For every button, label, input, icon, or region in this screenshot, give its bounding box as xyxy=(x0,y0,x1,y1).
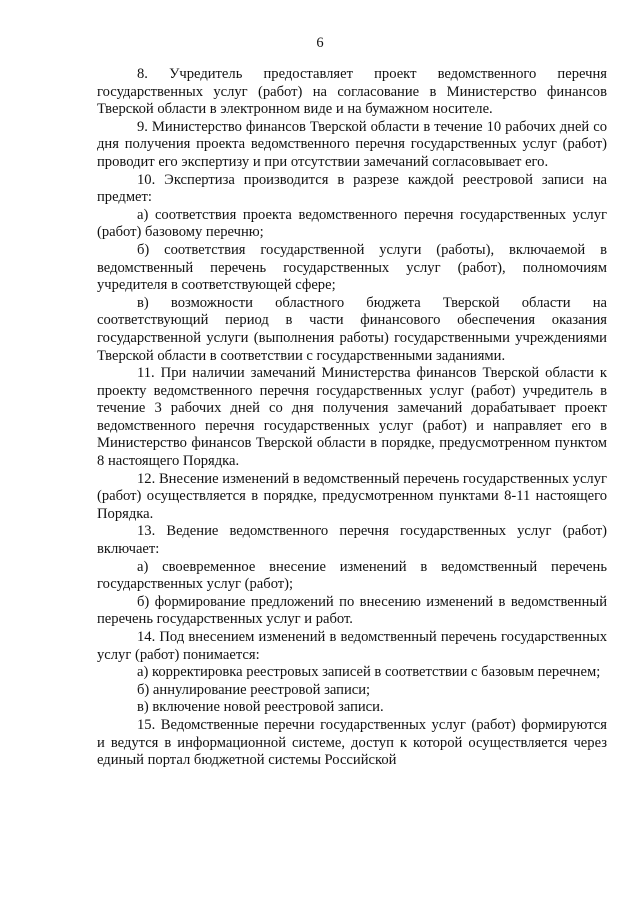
paragraph-10: 10. Экспертиза производится в разрезе каждой реестровой записи на предмет: xyxy=(97,171,607,206)
paragraph-12: 12. Внесение изменений в ведомственный перечень государственных услуг (работ) осуществляется в порядке, предусмотренном пунктами 8-11 настоящего Порядка. xyxy=(97,470,607,522)
paragraph-10-c: в) возможности областного бюджета Тверской области на соответствующий период в части финансового обеспечения оказания государственной услуги (выполнения работы) государственными учреждениями Тверской области в соответствии с государственными заданиями. xyxy=(97,294,607,364)
paragraph-14-c: в) включение новой реестровой записи. xyxy=(137,699,384,716)
paragraph-14-a: а) корректировка реестровых записей в соответствии с базовым перечнем; xyxy=(137,664,601,681)
page-number: 6 xyxy=(316,35,324,51)
paragraph-13-a: а) своевременное внесение изменений в ведомственный перечень государственных услуг (работ); xyxy=(97,558,607,593)
paragraph-15: 15. Ведомственные перечни государственных услуг (работ) формируются и ведутся в информационной системе, доступ к которой осуществляется через единый портал бюджетной системы Российской xyxy=(97,716,607,769)
paragraph-13: 13. Ведение ведомственного перечня государственных услуг (работ) включает: xyxy=(97,523,607,558)
document-body xyxy=(97,66,607,770)
paragraph-10-b: б) соответствия государственной услуги (работы), включаемой в ведомственный перечень государственных услуг (работ), полномочиям учредителя в соответствующей сфере; xyxy=(97,241,607,294)
paragraph-11: 11. При наличии замечаний Министерства финансов Тверской области к проекту ведомственного перечня государственных услуг (работ) учредитель в течение 3 рабочих дней со дня получения замечаний дорабатывает проект ведомственного перечня государственных услуг (работ) и направляет его в Министерство финансов Тверской области в порядке, предусмотренном пунктом 8 настоящего Порядка. xyxy=(97,365,607,470)
paragraph-9: 9. Министерство финансов Тверской области в течение 10 рабочих дней со дня получения проекта ведомственного перечня государственных услуг (работ) проводит его экспертизу и при отсутствии замечаний согласовывает его. xyxy=(97,118,607,170)
paragraph-14: 14. Под внесением изменений в ведомственный перечень государственных услуг (работ) понимается: xyxy=(97,629,607,663)
paragraph-14-b: б) аннулирование реестровой записи; xyxy=(137,681,371,698)
paragraph-13-b: б) формирование предложений по внесению изменений в ведомственный перечень государственных услуг и работ. xyxy=(97,593,607,628)
paragraph-10-a: а) соответствия проекта ведомственного перечня государственных услуг (работ) базовому перечню; xyxy=(97,206,607,241)
paragraph-8: 8. Учредитель предоставляет проект ведомственного перечня государственных услуг (работ) на согласование в Министерство финансов Тверской области в электронном виде и на бумажном носителе. xyxy=(97,66,607,118)
